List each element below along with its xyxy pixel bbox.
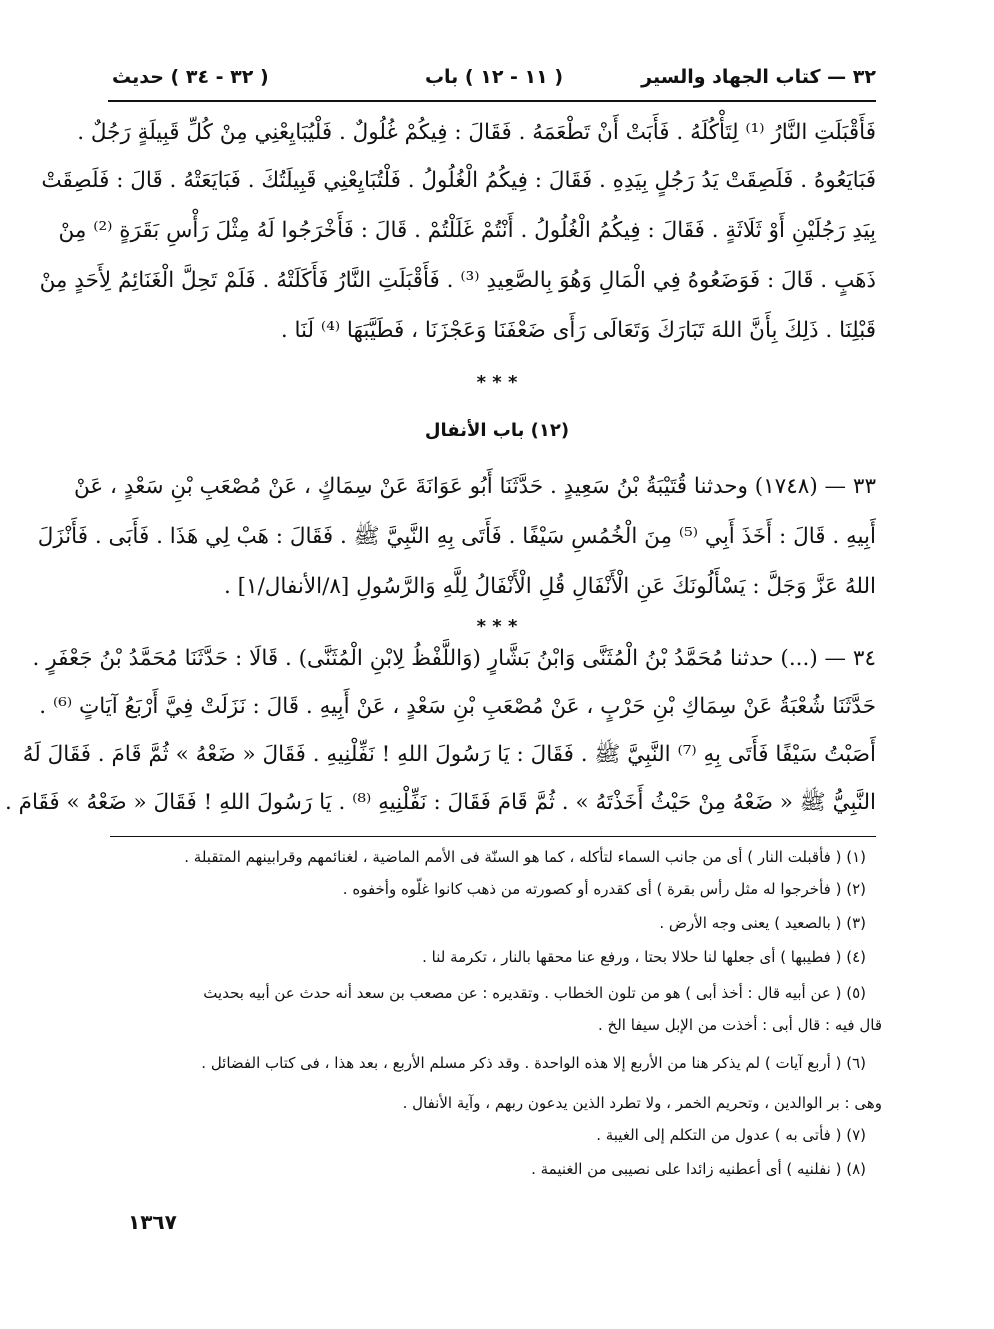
footnote: (٦) ( أربع آيات ) لم يذكر هنا من الأربع إلا هذه الواحدة . وقد ذكر مسلم الأربع ، بعد هذا ، فى كتاب الفضائل .: [201, 1054, 866, 1072]
chapter-range: ( ١١ - ١٢ ) باب: [424, 66, 564, 88]
footnote: (٢) ( فأخرجوا له مثل رأس بقرة ) أى كقدره أو كصورته من ذهب كانوا غلّوه وأخفوه .: [342, 880, 866, 898]
footnote: قال فيه : قال أبى : أخذت من الإبل سيفا الخ .: [597, 1016, 882, 1034]
section-separator: * * *: [476, 372, 518, 393]
footnote: (٥) ( عن أبيه قال : أخذ أبى ) هو من تلون الخطاب . وتقديره : عن مصعب بن سعد أنه حدث عن أبيه بحديث: [203, 984, 866, 1002]
text-line: قَبْلِنَا . ذَلِكَ بِأَنَّ اللهَ تَبَارَكَ وَتَعَالَى رَأَى ضَعْفَنَا وَعَجْزَنَا ، فَطَيَّبَهَا ⁽⁴⁾ لَنَا .: [280, 318, 876, 343]
footnote-rule: [110, 836, 876, 837]
hadith-33-line: اللهُ عَزَّ وَجَلَّ : يَسْأَلُونَكَ عَنِ الْأَنْفَالِ قُلِ الْأَنْفَالُ لِلَّهِ وَالرَّسُولِ [٨/الأنفال/١] .: [223, 574, 876, 599]
footnote: (٣) ( بالصعيد ) يعنى وجه الأرض .: [659, 914, 866, 932]
hadith-33-line: أَبِيهِ . قَالَ : أَخَذَ أَبِي ⁽⁵⁾ مِنَ الْخُمُسِ سَيْفًا . فَأَتَى بِهِ النَّبِيَّ ﷺ . فَقَالَ : هَبْ لِي هَذَا . فَأَبَى . فَأَنْزَلَ: [37, 524, 876, 549]
header-rule: [108, 100, 876, 102]
hadith-33-line: ٣٣ — (١٧٤٨) وحدثنا قُتَيْبَةُ بْنُ سَعِيدٍ . حَدَّثَنَا أَبُو عَوَانَةَ عَنْ سِمَاكٍ ، عَنْ مُصْعَبِ بْنِ سَعْدٍ ، عَنْ: [74, 474, 876, 499]
text-line: ذَهَبٍ . قَالَ : فَوَضَعُوهُ فِي الْمَالِ وَهُوَ بِالصَّعِيدِ ⁽³⁾ . فَأَقْبَلَتِ النَّارُ فَأَكَلَتْهُ . فَلَمْ تَحِلَّ الْغَنَائِمُ لِأَحَدٍ مِنْ: [39, 268, 876, 293]
hadith-34-line: حَدَّثَنَا شُعْبَةُ عَنْ سِمَاكِ بْنِ حَرْبٍ ، عَنْ مُصْعَبِ بْنِ سَعْدٍ ، عَنْ أَبِيهِ . قَالَ : نَزَلَتْ فِيَّ أَرْبَعُ آيَاتٍ ⁽⁶⁾ .: [39, 694, 876, 719]
footnote: (١) ( فأقبلت النار ) أى من جانب السماء لتأكله ، كما هو السنّة فى الأمم الماضية ، لغنائمهم وقرابينهم المتقبلة .: [184, 848, 866, 866]
text-line: بِيَدِ رَجُلَيْنِ أَوْ ثَلَاثَةٍ . فَقَالَ : فِيكُمُ الْغُلُولُ . أَنْتُمْ غَلَلْتُمْ . قَالَ : فَأَخْرَجُوا لَهُ مِثْلَ رَأْسِ بَقَرَةٍ ⁽²⁾ مِنْ: [58, 218, 876, 243]
footnote: وهى : بر الوالدين ، وتحريم الخمر ، ولا تطرد الذين يدعون ربهم ، وآية الأنفال .: [402, 1094, 882, 1112]
book-title: ٣٢ — كتاب الجهاد والسير: [641, 66, 876, 88]
footnote: (٤) ( فطيبها ) أى جعلها لنا حلالا بحتا ، ورفع عنا محقها بالنار ، تكرمة لنا .: [422, 948, 866, 966]
footnote: (٨) ( نفلنيه ) أى أعطنيه زائدا على نصيبى من الغنيمة .: [531, 1160, 866, 1178]
footnote: (٧) ( فأتى به ) عدول من التكلم إلى الغيبة .: [596, 1126, 866, 1144]
hadith-34-line: النَّبِيُّ ﷺ « ضَعْهُ مِنْ حَيْثُ أَخَذْتَهُ » . ثُمَّ قَامَ فَقَالَ : نَفِّلْنِيهِ ⁽⁸⁾ . يَا رَسُولَ اللهِ ! فَقَالَ « ضَعْهُ » فَقَامَ .: [5, 790, 876, 815]
text-line: فَأَقْبَلَتِ النَّارُ ⁽¹⁾ لِتَأْكُلَهُ . فَأَبَتْ أَنْ تَطْعَمَهُ . فَقَالَ : فِيكُمْ غُلُولٌ . فَلْيُبَايِعْنِي مِنْ كُلِّ قَبِيلَةٍ رَجُلٌ .: [77, 120, 876, 145]
running-header: [112, 62, 876, 98]
chapter-title: (١٢) باب الأنفال: [424, 420, 570, 441]
page-number: ١٣٦٧: [128, 1210, 177, 1234]
hadith-34-line: أَصَبْتُ سَيْفًا فَأَتَى بِهِ ⁽⁷⁾ النَّبِيَّ ﷺ . فَقَالَ : يَا رَسُولَ اللهِ ! نَفِّلْنِيهِ . فَقَالَ « ضَعْهُ » ثُمَّ قَامَ . فَقَالَ لَهُ: [22, 742, 876, 767]
section-separator: * * *: [476, 616, 518, 637]
text-line: فَبَايَعُوهُ . فَلَصِقَتْ يَدُ رَجُلٍ بِيَدِهِ . فَقَالَ : فِيكُمُ الْغُلُولُ . فَلْتُبَايِعْنِي قَبِيلَتُكَ . فَبَايَعَتْهُ . قَالَ : فَلَصِقَتْ: [41, 168, 876, 193]
hadith-34-line: ٣٤ — (...) حدثنا مُحَمَّدُ بْنُ الْمُثَنَّى وَابْنُ بَشَّارٍ (وَاللَّفْظُ لِابْنِ الْمُثَنَّى) . قَالَا : حَدَّثَنَا مُحَمَّدُ بْنُ جَعْفَرٍ .: [32, 646, 876, 671]
hadith-range: ( ٣٢ - ٣٤ ) حديث: [112, 66, 269, 88]
